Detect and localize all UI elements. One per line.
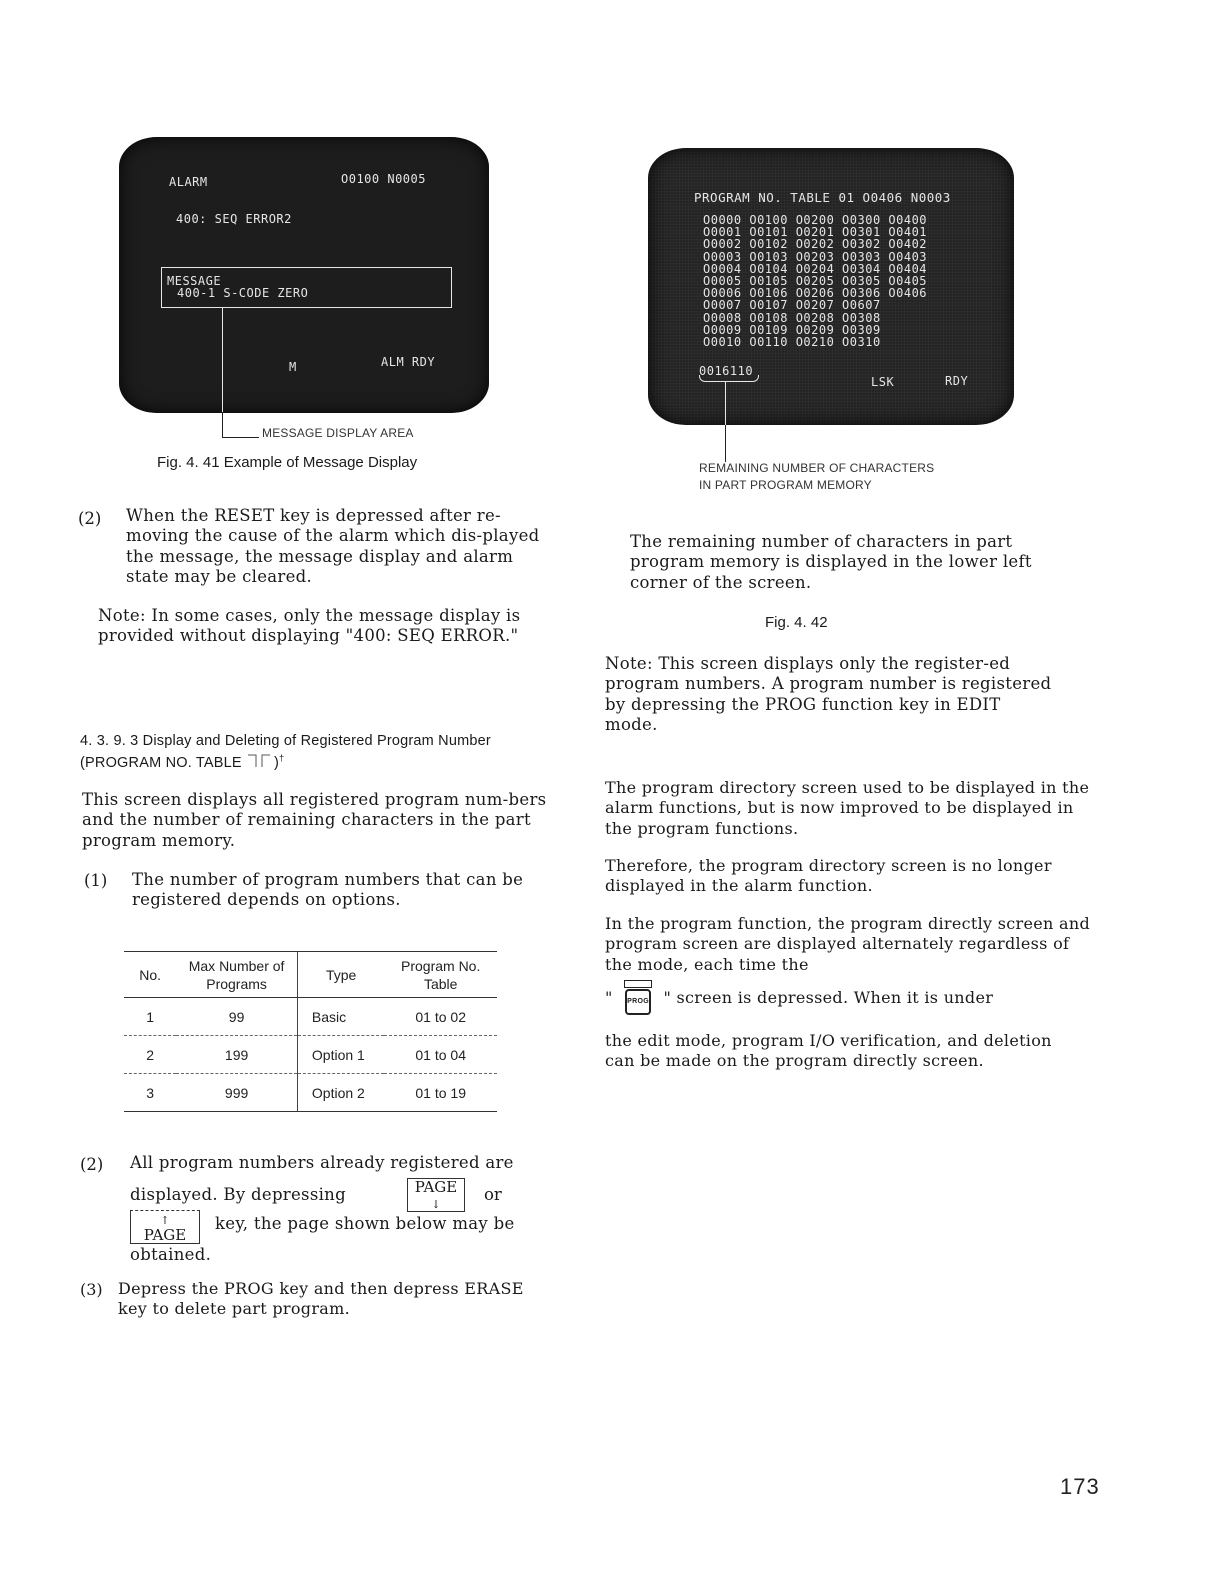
program-row: O0005 O0105 O0205 O0305 O0405	[703, 273, 928, 288]
note-message-display: Note: In some cases, only the message display is provided without displaying "400: SEQ ERROR."	[98, 606, 521, 646]
fig441-bottom-status: ALM RDY	[381, 355, 436, 369]
fig441-leader-horizontal	[222, 437, 259, 438]
fig442-caption: Fig. 4. 42	[765, 614, 828, 631]
section-intro: This screen displays all registered program num-bers and the number of remaining characters in the part program memory.	[82, 790, 547, 850]
para-directory-3-line-1: In the program function, the program directly screen and program screen are displayed alternately regardless of the mode, each time the	[605, 914, 1091, 974]
program-row: O0009 O0109 O0209 O0309	[703, 322, 881, 337]
program-row: O0001 O0101 O0201 O0301 O0401	[703, 225, 928, 240]
program-row: O0006 O0106 O0206 O0306 O0406	[703, 286, 928, 301]
fig442-title: PROGRAM NO. TABLE 01 O0406 N0003	[694, 190, 951, 205]
fig442-program-list	[703, 214, 927, 348]
fig441-prog-seq: O0100 N0005	[341, 172, 426, 186]
cell: 01 to 04	[384, 1036, 497, 1074]
fig442-callout-line-1: REMAINING NUMBER OF CHARACTERS	[699, 461, 935, 475]
para-directory-3-line-3: the edit mode, program I/O verification, and deletion can be made on the program directly screen.	[605, 1031, 1052, 1071]
para-directory-3-key-line	[605, 980, 993, 1015]
page-down-key	[407, 1178, 465, 1212]
fig442-remaining-bracket	[699, 375, 759, 382]
program-row: O0003 O0103 O0203 O0303 O0403	[703, 249, 928, 264]
cell: 01 to 19	[384, 1074, 497, 1112]
fig441-bottom-m: M	[289, 360, 297, 374]
cell: Option 1	[297, 1036, 384, 1074]
page-number: 173	[1060, 1474, 1100, 1499]
prog-key-label: PROG	[625, 989, 651, 1015]
section-heading-dagger: †	[279, 753, 285, 764]
fig442-rdy: RDY	[945, 374, 969, 388]
item-2b-line-2: displayed. By depressing	[130, 1185, 346, 1204]
table-row	[124, 1074, 497, 1112]
cell: 3	[124, 1074, 176, 1112]
note-register: Note: This screen displays only the register-ed program numbers. A program number is registered by depressing the PROG function key in EDIT mode.	[605, 654, 1052, 734]
item-2b-line-3: key, the page shown below may be	[215, 1214, 515, 1233]
program-row: O0004 O0104 O0204 O0304 O0404	[703, 261, 928, 276]
col-type: Type	[297, 952, 384, 998]
col-no: No.	[124, 952, 176, 998]
item-3-text: Depress the PROG key and then depress ERASE key to delete part program.	[118, 1279, 524, 1319]
section-heading-line-1: 4. 3. 9. 3 Display and Deleting of Registered Program Number	[80, 733, 491, 749]
fig441-msg-body: 400-1 S-CODE ZERO	[177, 286, 309, 300]
cell: Basic	[297, 998, 384, 1036]
up-arrow-icon: ↑	[160, 1214, 170, 1227]
cell: 2	[124, 1036, 176, 1074]
item-2b-line-1: All program numbers already registered are	[130, 1153, 514, 1172]
cell: 999	[176, 1074, 297, 1112]
fig441-callout-label: MESSAGE DISPLAY AREA	[262, 426, 414, 440]
para-directory-1: The program directory screen used to be displayed in the alarm functions, but is now improved to be displayed in the program functions.	[605, 778, 1090, 838]
quote-open: "	[605, 988, 613, 1007]
item-2b-number: (2)	[80, 1155, 104, 1174]
col-max: Max Number of Programs	[176, 952, 297, 998]
item-2b-line-4: obtained.	[130, 1245, 212, 1264]
fig442-remaining: 0016110	[699, 364, 754, 378]
cell: 199	[176, 1036, 297, 1074]
fig441-mode: ALARM	[169, 175, 208, 189]
fig442-lsk: LSK	[871, 375, 895, 389]
fig441-error: 400: SEQ ERROR2	[176, 212, 292, 226]
item-3-number: (3)	[80, 1280, 103, 1299]
prog-key-icon	[624, 980, 652, 1015]
fig441-caption: Fig. 4. 41 Example of Message Display	[157, 454, 418, 471]
section-heading-suffix: )	[274, 755, 280, 771]
table-row	[124, 1036, 497, 1074]
table-header-row	[124, 952, 497, 998]
cell: 99	[176, 998, 297, 1036]
fig441-leader-vertical	[222, 412, 223, 438]
program-row: O0000 O0100 O0200 O0300 O0400	[703, 213, 928, 227]
fig442-description: The remaining number of characters in part program memory is displayed in the lower left corner of the screen.	[630, 532, 1032, 592]
down-arrow-icon: ↓	[431, 1198, 441, 1211]
item-1-text: The number of program numbers that can be registered depends on options.	[132, 870, 524, 910]
fig442-leader	[725, 425, 726, 462]
item-2-number: (2)	[78, 509, 102, 528]
program-row: O0008 O0108 O0208 O0308	[703, 310, 881, 325]
program-row: O0010 O0110 O0210 O0310	[703, 334, 881, 349]
item-1-number: (1)	[84, 871, 108, 890]
program-row: O0007 O0107 O0207 O0607	[703, 298, 881, 313]
fig442-callout-line-2: IN PART PROGRAM MEMORY	[699, 478, 872, 492]
page-down-label: PAGE	[414, 1178, 458, 1196]
cell: 1	[124, 998, 176, 1036]
table-row	[124, 998, 497, 1036]
page-up-label: PAGE	[143, 1226, 187, 1244]
item-2-text: When the RESET key is depressed after re-moving the cause of the alarm which dis-played the message, the message display and alarm state may be cleared.	[126, 506, 540, 586]
cell: Option 2	[297, 1074, 384, 1112]
display-key-icon	[246, 753, 274, 769]
page-up-key	[130, 1210, 200, 1244]
para-directory-2: Therefore, the program directory screen is no longer displayed in the alarm function.	[605, 856, 1052, 896]
program-row: O0002 O0102 O0202 O0302 O0402	[703, 237, 928, 252]
cell: 01 to 02	[384, 998, 497, 1036]
col-table: Program No. Table	[384, 952, 497, 998]
fig442-callout-line-screen	[725, 381, 726, 426]
options-table	[124, 951, 497, 1112]
section-heading-line-2	[80, 753, 284, 771]
item-2b-or: or	[484, 1185, 502, 1204]
fig441-msg-title: MESSAGE	[167, 274, 222, 288]
quote-rest: " screen is depressed. When it is under	[663, 988, 994, 1007]
section-heading-text: (PROGRAM NO. TABLE	[80, 755, 242, 771]
